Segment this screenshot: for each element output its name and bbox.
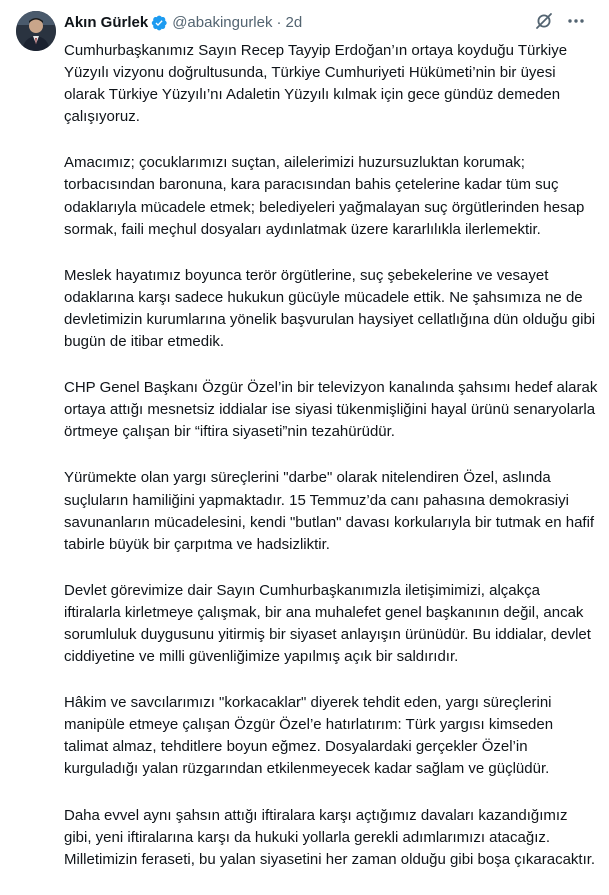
avatar[interactable]	[16, 11, 56, 51]
more-button[interactable]	[564, 11, 588, 35]
avatar-photo	[16, 11, 56, 51]
tweet-paragraph: Devlet görevimize dair Sayın Cumhurbaşkanımızla iletişimimizi, alçakça iftiralarla kirletmeye çalışmak, bir ana muhalefet genel başkanının değil, ancak sorumluluk duygusunu yitirmiş bir siyaset anlayışın ürünüdür. Bu iddialar, devlet ciddiyetine ve milli güvenliğimize yapılmış açık bir saldırıdır.	[64, 581, 591, 666]
tweet-paragraph: Amacımız; çocuklarımızı suçtan, ailelerimizi huzursuzluktan korumak; torbacısından baronuna, kara paracısından bahis çetelerine kadar tüm suç odaklarıyla mücadele etmek; belediyeleri yağmalayan suç örgütlerinden hesap sormak, faili meçhul dosyaları aydınlatmak üzere kararlılıkla ilerlemektir.	[64, 154, 585, 238]
grok-slash-icon	[534, 11, 554, 36]
tweet-paragraph: Yürümekte olan yargı süreçlerini "darbe" olarak nitelendiren Özel, aslında suçluların hamiliğini yapmaktadır. 15 Temmuz’da canı pahasına demokrasiyi savunanların mücadelesini, kendi "butlan" davası korkularıyla bir tutmak en hafif tabirle büyük bir çarpıtma ve hadsizliktir.	[64, 469, 595, 553]
separator-dot: ·	[276, 14, 282, 31]
tweet-paragraph: CHP Genel Başkanı Özgür Özel’in bir televizyon kanalında şahsımı hedef alarak ortaya attığı mesnetsiz iddialar ise siyasi tükenmişliğini hayal ürünü senaryolarla örtmeye çalışan bir “iftira siyaseti”nin tezahürüdür.	[64, 379, 598, 441]
tweet-header	[64, 12, 302, 34]
tweet-paragraph: Meslek hayatımız boyunca terör örgütlerine, suç şebekelerine ve vesayet odaklarına karşı sadece hukukun gücüyle mücadele ettik. Ne şahsımıza ne de devletimizin kurumlarına yönelik başvurulan haysiyet cellatlığına dün olduğu gibi bugün de itibar etmedik.	[64, 266, 596, 351]
more-dots-icon	[566, 11, 586, 36]
display-name[interactable]: Akın Gürlek	[64, 14, 149, 31]
header-actions	[532, 11, 588, 35]
tweet-text	[64, 40, 598, 895]
grok-button[interactable]	[532, 11, 556, 35]
verified-badge-icon	[150, 14, 168, 32]
tweet-paragraph: Cumhurbaşkanımız Sayın Recep Tayyip Erdoğan’ın ortaya koyduğu Türkiye Yüzyılı vizyonu doğrultusunda, Türkiye Cumhuriyeti Hükümeti’nin bir üyesi olarak Türkiye Yüzyılı’nı Adaletin Yüzyılı kılmak için gece gündüz demeden çalışıyoruz.	[64, 42, 568, 126]
tweet-paragraph: Hâkim ve savcılarımızı "korkacaklar" diyerek tehdit eden, yargı süreçlerini manipüle etmeye çalışan Özgür Özel’e hatırlatırım: Türk yargısı kimseden talimat almaz, tehditlere boyun eğmez. Dosyalardaki gerçekler Özel’in kurguladığı yalan rüzgarından etkilenmeyecek kadar sağlam ve güçlüdür.	[64, 694, 554, 778]
timestamp[interactable]: 2d	[285, 14, 303, 31]
tweet-paragraph: Daha evvel aynı şahsın attığı iftiralara karşı açtığımız davaları kazandığımız gibi, yeni iftiralarına karşı da hukuki yollarla gerekli adımlarımızı atacağız. Milletimizin feraseti, bu yalan siyasetini her zaman olduğu gibi boşa çıkaracaktır.	[64, 806, 596, 868]
handle[interactable]: @abakingurlek	[172, 14, 273, 31]
